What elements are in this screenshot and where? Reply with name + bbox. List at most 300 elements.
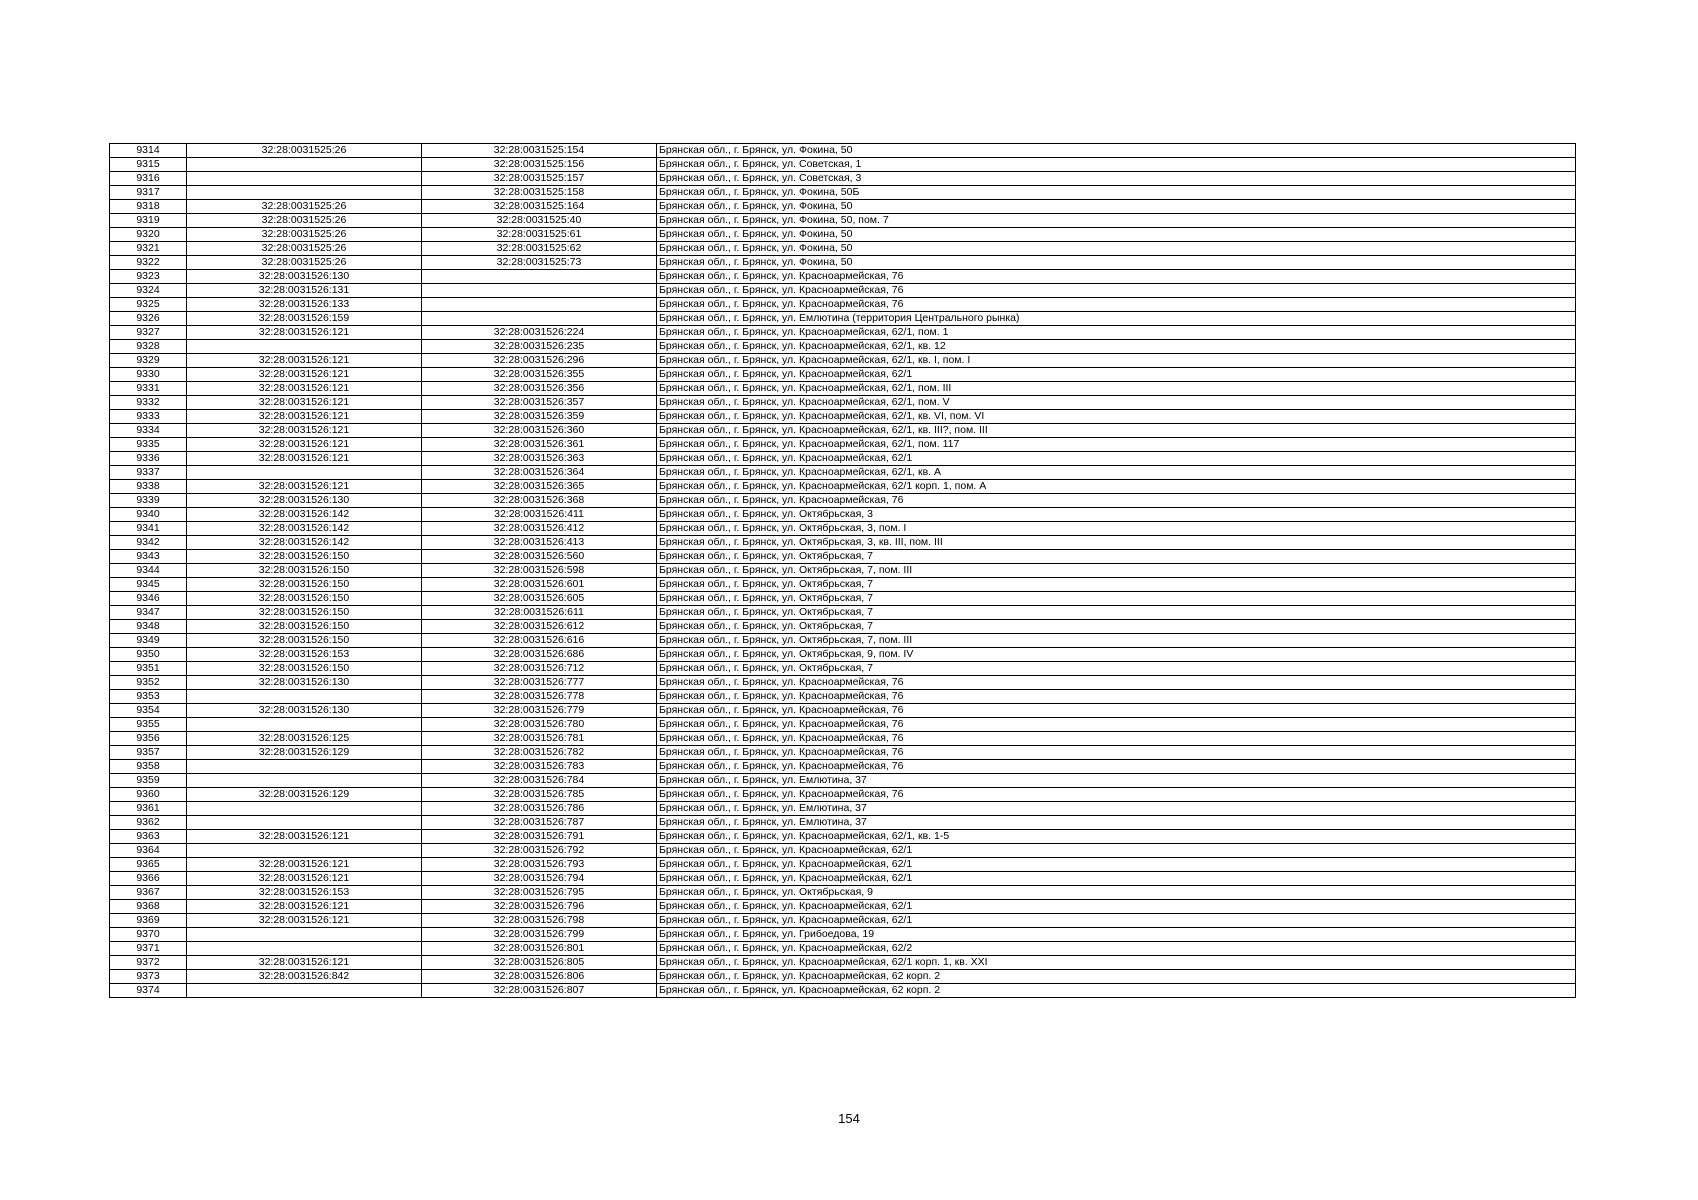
table-row [110,200,1576,214]
table-row [110,620,1576,634]
parent-cadastral-number-cell: 32:28:0031526:142 [187,522,422,536]
cadastral-number-cell: 32:28:0031525:158 [422,186,657,200]
table-row [110,928,1576,942]
parent-cadastral-number-cell: 32:28:0031526:150 [187,634,422,648]
parent-cadastral-number-cell [187,466,422,480]
row-number-cell: 9363 [110,830,187,844]
row-number-cell: 9360 [110,788,187,802]
cadastral-number-cell: 32:28:0031526:783 [422,760,657,774]
address-cell: Брянская обл., г. Брянск, ул. Красноармейская, 62/1, кв. А [657,466,1576,480]
address-cell: Брянская обл., г. Брянск, ул. Красноармейская, 62/1 [657,872,1576,886]
parent-cadastral-number-cell [187,774,422,788]
parent-cadastral-number-cell [187,718,422,732]
row-number-cell: 9356 [110,732,187,746]
cadastral-number-cell: 32:28:0031526:359 [422,410,657,424]
parent-cadastral-number-cell: 32:28:0031525:26 [187,144,422,158]
cadastral-number-cell: 32:28:0031526:784 [422,774,657,788]
row-number-cell: 9349 [110,634,187,648]
row-number-cell: 9328 [110,340,187,354]
cadastral-number-cell [422,298,657,312]
parent-cadastral-number-cell: 32:28:0031526:121 [187,872,422,886]
cadastral-number-cell: 32:28:0031526:785 [422,788,657,802]
table-row [110,578,1576,592]
cadastral-number-cell [422,284,657,298]
table-row [110,634,1576,648]
table-row [110,858,1576,872]
table-row [110,508,1576,522]
address-cell: Брянская обл., г. Брянск, ул. Красноармейская, 62/1 [657,452,1576,466]
parent-cadastral-number-cell [187,690,422,704]
address-cell: Брянская обл., г. Брянск, ул. Красноармейская, 62 корп. 2 [657,984,1576,998]
cadastral-number-cell: 32:28:0031526:786 [422,802,657,816]
table-row [110,760,1576,774]
table-row [110,788,1576,802]
address-cell: Брянская обл., г. Брянск, ул. Красноармейская, 76 [657,704,1576,718]
table-row [110,900,1576,914]
cadastral-number-cell: 32:28:0031526:805 [422,956,657,970]
parent-cadastral-number-cell: 32:28:0031526:150 [187,564,422,578]
table-row [110,662,1576,676]
table-row [110,452,1576,466]
table-row [110,592,1576,606]
address-cell: Брянская обл., г. Брянск, ул. Октябрьская, 3, пом. I [657,522,1576,536]
address-cell: Брянская обл., г. Брянск, ул. Красноармейская, 76 [657,284,1576,298]
cadastral-number-cell: 32:28:0031526:560 [422,550,657,564]
parent-cadastral-number-cell: 32:28:0031526:129 [187,746,422,760]
row-number-cell: 9323 [110,270,187,284]
row-number-cell: 9351 [110,662,187,676]
address-cell: Брянская обл., г. Брянск, ул. Емлютина, 37 [657,774,1576,788]
address-cell: Брянская обл., г. Брянск, ул. Красноармейская, 62/1, пом. 117 [657,438,1576,452]
table-row [110,522,1576,536]
address-cell: Брянская обл., г. Брянск, ул. Фокина, 50 [657,256,1576,270]
address-cell: Брянская обл., г. Брянск, ул. Красноармейская, 62/1 [657,858,1576,872]
parent-cadastral-number-cell: 32:28:0031525:26 [187,228,422,242]
table-row [110,368,1576,382]
row-number-cell: 9353 [110,690,187,704]
parent-cadastral-number-cell [187,928,422,942]
address-cell: Брянская обл., г. Брянск, ул. Красноармейская, 62/1, пом. 1 [657,326,1576,340]
row-number-cell: 9354 [110,704,187,718]
address-cell: Брянская обл., г. Брянск, ул. Грибоедова, 19 [657,928,1576,942]
row-number-cell: 9348 [110,620,187,634]
address-cell: Брянская обл., г. Брянск, ул. Красноармейская, 62 корп. 2 [657,970,1576,984]
row-number-cell: 9330 [110,368,187,382]
cadastral-table [109,143,1576,998]
parent-cadastral-number-cell [187,172,422,186]
address-cell: Брянская обл., г. Брянск, ул. Красноармейская, 76 [657,718,1576,732]
table-row [110,774,1576,788]
parent-cadastral-number-cell: 32:28:0031526:130 [187,494,422,508]
row-number-cell: 9339 [110,494,187,508]
cadastral-number-cell: 32:28:0031526:781 [422,732,657,746]
cadastral-number-cell: 32:28:0031526:778 [422,690,657,704]
cadastral-number-cell: 32:28:0031526:796 [422,900,657,914]
parent-cadastral-number-cell: 32:28:0031526:121 [187,830,422,844]
cadastral-number-cell [422,312,657,326]
parent-cadastral-number-cell: 32:28:0031526:159 [187,312,422,326]
table-row [110,536,1576,550]
parent-cadastral-number-cell [187,760,422,774]
address-cell: Брянская обл., г. Брянск, ул. Красноармейская, 62/1 корп. 1, пом. А [657,480,1576,494]
parent-cadastral-number-cell: 32:28:0031526:150 [187,578,422,592]
cadastral-number-cell: 32:28:0031526:605 [422,592,657,606]
cadastral-number-cell: 32:28:0031526:616 [422,634,657,648]
table-row [110,984,1576,998]
row-number-cell: 9352 [110,676,187,690]
cadastral-number-cell: 32:28:0031526:598 [422,564,657,578]
cadastral-number-cell: 32:28:0031525:61 [422,228,657,242]
row-number-cell: 9341 [110,522,187,536]
parent-cadastral-number-cell: 32:28:0031526:121 [187,354,422,368]
table-row [110,284,1576,298]
row-number-cell: 9338 [110,480,187,494]
parent-cadastral-number-cell [187,816,422,830]
cadastral-number-cell: 32:28:0031525:62 [422,242,657,256]
address-cell: Брянская обл., г. Брянск, ул. Октябрьская, 3, кв. III, пом. III [657,536,1576,550]
row-number-cell: 9361 [110,802,187,816]
table-row [110,830,1576,844]
parent-cadastral-number-cell: 32:28:0031526:150 [187,620,422,634]
address-cell: Брянская обл., г. Брянск, ул. Красноармейская, 62/1, пом. V [657,396,1576,410]
cadastral-number-cell: 32:28:0031526:235 [422,340,657,354]
address-cell: Брянская обл., г. Брянск, ул. Октябрьская, 7, пом. III [657,564,1576,578]
row-number-cell: 9355 [110,718,187,732]
row-number-cell: 9326 [110,312,187,326]
row-number-cell: 9315 [110,158,187,172]
parent-cadastral-number-cell: 32:28:0031526:129 [187,788,422,802]
cadastral-number-cell: 32:28:0031525:73 [422,256,657,270]
table-row [110,186,1576,200]
parent-cadastral-number-cell: 32:28:0031526:121 [187,956,422,970]
address-cell: Брянская обл., г. Брянск, ул. Октябрьская, 9 [657,886,1576,900]
table-row [110,410,1576,424]
cadastral-number-cell: 32:28:0031526:686 [422,648,657,662]
cadastral-number-cell [422,270,657,284]
parent-cadastral-number-cell: 32:28:0031526:125 [187,732,422,746]
parent-cadastral-number-cell: 32:28:0031526:142 [187,536,422,550]
table-row [110,214,1576,228]
cadastral-number-cell: 32:28:0031525:157 [422,172,657,186]
row-number-cell: 9373 [110,970,187,984]
parent-cadastral-number-cell: 32:28:0031526:121 [187,396,422,410]
cadastral-number-cell: 32:28:0031526:363 [422,452,657,466]
table-row [110,298,1576,312]
address-cell: Брянская обл., г. Брянск, ул. Советская, 3 [657,172,1576,186]
table-row [110,438,1576,452]
table-row [110,494,1576,508]
parent-cadastral-number-cell: 32:28:0031526:142 [187,508,422,522]
parent-cadastral-number-cell: 32:28:0031526:842 [187,970,422,984]
parent-cadastral-number-cell: 32:28:0031526:133 [187,298,422,312]
table-row [110,172,1576,186]
row-number-cell: 9367 [110,886,187,900]
address-cell: Брянская обл., г. Брянск, ул. Красноармейская, 62/1, кв. 12 [657,340,1576,354]
address-cell: Брянская обл., г. Брянск, ул. Красноармейская, 62/1 [657,368,1576,382]
table-row [110,270,1576,284]
parent-cadastral-number-cell: 32:28:0031526:121 [187,368,422,382]
cadastral-number-cell: 32:28:0031526:411 [422,508,657,522]
parent-cadastral-number-cell: 32:28:0031526:150 [187,662,422,676]
cadastral-number-cell: 32:28:0031525:164 [422,200,657,214]
row-number-cell: 9321 [110,242,187,256]
parent-cadastral-number-cell: 32:28:0031526:130 [187,676,422,690]
address-cell: Брянская обл., г. Брянск, ул. Красноармейская, 76 [657,732,1576,746]
address-cell: Брянская обл., г. Брянск, ул. Красноармейская, 62/1, кв. VI, пом. VI [657,410,1576,424]
address-cell: Брянская обл., г. Брянск, ул. Красноармейская, 76 [657,746,1576,760]
row-number-cell: 9345 [110,578,187,592]
parent-cadastral-number-cell: 32:28:0031526:150 [187,592,422,606]
address-cell: Брянская обл., г. Брянск, ул. Октябрьская, 7, пом. III [657,634,1576,648]
cadastral-number-cell: 32:28:0031526:356 [422,382,657,396]
cadastral-number-cell: 32:28:0031526:612 [422,620,657,634]
parent-cadastral-number-cell [187,844,422,858]
address-cell: Брянская обл., г. Брянск, ул. Фокина, 50Б [657,186,1576,200]
parent-cadastral-number-cell [187,340,422,354]
address-cell: Брянская обл., г. Брянск, ул. Красноармейская, 62/1 [657,914,1576,928]
row-number-cell: 9334 [110,424,187,438]
parent-cadastral-number-cell: 32:28:0031526:150 [187,550,422,564]
parent-cadastral-number-cell [187,984,422,998]
parent-cadastral-number-cell: 32:28:0031526:121 [187,914,422,928]
row-number-cell: 9374 [110,984,187,998]
row-number-cell: 9324 [110,284,187,298]
row-number-cell: 9357 [110,746,187,760]
row-number-cell: 9371 [110,942,187,956]
table-row [110,396,1576,410]
address-cell: Брянская обл., г. Брянск, ул. Октябрьская, 7 [657,606,1576,620]
table-row [110,802,1576,816]
cadastral-number-cell: 32:28:0031526:782 [422,746,657,760]
row-number-cell: 9320 [110,228,187,242]
table-row [110,326,1576,340]
row-number-cell: 9322 [110,256,187,270]
parent-cadastral-number-cell [187,158,422,172]
row-number-cell: 9369 [110,914,187,928]
table-row [110,914,1576,928]
row-number-cell: 9318 [110,200,187,214]
cadastral-number-cell: 32:28:0031526:806 [422,970,657,984]
row-number-cell: 9350 [110,648,187,662]
row-number-cell: 9347 [110,606,187,620]
address-cell: Брянская обл., г. Брянск, ул. Фокина, 50 [657,200,1576,214]
cadastral-number-cell: 32:28:0031526:611 [422,606,657,620]
row-number-cell: 9362 [110,816,187,830]
parent-cadastral-number-cell: 32:28:0031526:121 [187,858,422,872]
table-row [110,746,1576,760]
table-row [110,228,1576,242]
table-row [110,424,1576,438]
cadastral-number-cell: 32:28:0031526:801 [422,942,657,956]
cadastral-number-cell: 32:28:0031526:368 [422,494,657,508]
address-cell: Брянская обл., г. Брянск, ул. Октябрьская, 7 [657,578,1576,592]
row-number-cell: 9359 [110,774,187,788]
table-row [110,242,1576,256]
address-cell: Брянская обл., г. Брянск, ул. Емлютина (территория Центрального рынка) [657,312,1576,326]
table-row [110,844,1576,858]
cadastral-number-cell: 32:28:0031526:413 [422,536,657,550]
address-cell: Брянская обл., г. Брянск, ул. Фокина, 50 [657,242,1576,256]
address-cell: Брянская обл., г. Брянск, ул. Октябрьская, 9, пом. IV [657,648,1576,662]
address-cell: Брянская обл., г. Брянск, ул. Советская, 1 [657,158,1576,172]
row-number-cell: 9358 [110,760,187,774]
row-number-cell: 9336 [110,452,187,466]
cadastral-number-cell: 32:28:0031526:412 [422,522,657,536]
parent-cadastral-number-cell: 32:28:0031526:121 [187,480,422,494]
table-row [110,816,1576,830]
parent-cadastral-number-cell [187,942,422,956]
cadastral-number-cell: 32:28:0031526:357 [422,396,657,410]
address-cell: Брянская обл., г. Брянск, ул. Фокина, 50 [657,228,1576,242]
table-row [110,956,1576,970]
parent-cadastral-number-cell: 32:28:0031526:153 [187,648,422,662]
table-row [110,158,1576,172]
row-number-cell: 9342 [110,536,187,550]
row-number-cell: 9327 [110,326,187,340]
address-cell: Брянская обл., г. Брянск, ул. Красноармейская, 62/1, кв. III?, пом. III [657,424,1576,438]
parent-cadastral-number-cell: 32:28:0031526:121 [187,382,422,396]
cadastral-number-cell: 32:28:0031526:360 [422,424,657,438]
table-row [110,676,1576,690]
page-number: 154 [838,1111,860,1126]
row-number-cell: 9364 [110,844,187,858]
row-number-cell: 9325 [110,298,187,312]
parent-cadastral-number-cell: 32:28:0031525:26 [187,214,422,228]
row-number-cell: 9333 [110,410,187,424]
table-row [110,970,1576,984]
row-number-cell: 9366 [110,872,187,886]
row-number-cell: 9329 [110,354,187,368]
table-row [110,648,1576,662]
parent-cadastral-number-cell: 32:28:0031526:130 [187,704,422,718]
parent-cadastral-number-cell: 32:28:0031525:26 [187,200,422,214]
address-cell: Брянская обл., г. Брянск, ул. Октябрьская, 7 [657,592,1576,606]
row-number-cell: 9316 [110,172,187,186]
row-number-cell: 9372 [110,956,187,970]
table-row [110,942,1576,956]
address-cell: Брянская обл., г. Брянск, ул. Емлютина, 37 [657,802,1576,816]
address-cell: Брянская обл., г. Брянск, ул. Красноармейская, 62/1, пом. III [657,382,1576,396]
cadastral-number-cell: 32:28:0031526:777 [422,676,657,690]
cadastral-number-cell: 32:28:0031525:156 [422,158,657,172]
table-row [110,732,1576,746]
row-number-cell: 9331 [110,382,187,396]
row-number-cell: 9314 [110,144,187,158]
cadastral-number-cell: 32:28:0031526:794 [422,872,657,886]
parent-cadastral-number-cell [187,186,422,200]
address-cell: Брянская обл., г. Брянск, ул. Емлютина, 37 [657,816,1576,830]
cadastral-number-cell: 32:28:0031526:793 [422,858,657,872]
address-cell: Брянская обл., г. Брянск, ул. Красноармейская, 62/2 [657,942,1576,956]
row-number-cell: 9346 [110,592,187,606]
cadastral-number-cell: 32:28:0031525:40 [422,214,657,228]
cadastral-number-cell: 32:28:0031526:355 [422,368,657,382]
address-cell: Брянская обл., г. Брянск, ул. Красноармейская, 76 [657,298,1576,312]
address-cell: Брянская обл., г. Брянск, ул. Фокина, 50, пом. 7 [657,214,1576,228]
row-number-cell: 9332 [110,396,187,410]
cadastral-number-cell: 32:28:0031526:224 [422,326,657,340]
row-number-cell: 9317 [110,186,187,200]
table-row [110,564,1576,578]
row-number-cell: 9319 [110,214,187,228]
table-row [110,886,1576,900]
cadastral-number-cell: 32:28:0031526:361 [422,438,657,452]
parent-cadastral-number-cell: 32:28:0031526:130 [187,270,422,284]
table-row [110,690,1576,704]
cadastral-number-cell: 32:28:0031526:364 [422,466,657,480]
row-number-cell: 9340 [110,508,187,522]
parent-cadastral-number-cell: 32:28:0031526:121 [187,900,422,914]
table-row [110,312,1576,326]
cadastral-number-cell: 32:28:0031526:601 [422,578,657,592]
parent-cadastral-number-cell: 32:28:0031525:26 [187,256,422,270]
address-cell: Брянская обл., г. Брянск, ул. Октябрьская, 7 [657,550,1576,564]
parent-cadastral-number-cell: 32:28:0031526:121 [187,326,422,340]
cadastral-number-cell: 32:28:0031526:792 [422,844,657,858]
cadastral-number-cell: 32:28:0031526:779 [422,704,657,718]
address-cell: Брянская обл., г. Брянск, ул. Красноармейская, 76 [657,676,1576,690]
table-row [110,480,1576,494]
table-row [110,144,1576,158]
address-cell: Брянская обл., г. Брянск, ул. Красноармейская, 62/1, кв. 1-5 [657,830,1576,844]
address-cell: Брянская обл., г. Брянск, ул. Октябрьская, 7 [657,662,1576,676]
table-row [110,606,1576,620]
table-row [110,550,1576,564]
address-cell: Брянская обл., г. Брянск, ул. Красноармейская, 76 [657,760,1576,774]
cadastral-number-cell: 32:28:0031526:798 [422,914,657,928]
cadastral-number-cell: 32:28:0031526:807 [422,984,657,998]
cadastral-number-cell: 32:28:0031526:780 [422,718,657,732]
parent-cadastral-number-cell: 32:28:0031526:121 [187,438,422,452]
parent-cadastral-number-cell: 32:28:0031526:153 [187,886,422,900]
row-number-cell: 9368 [110,900,187,914]
cadastral-number-cell: 32:28:0031526:296 [422,354,657,368]
address-cell: Брянская обл., г. Брянск, ул. Красноармейская, 62/1 [657,844,1576,858]
address-cell: Брянская обл., г. Брянск, ул. Красноармейская, 62/1 [657,900,1576,914]
address-cell: Брянская обл., г. Брянск, ул. Октябрьская, 7 [657,620,1576,634]
parent-cadastral-number-cell: 32:28:0031526:150 [187,606,422,620]
parent-cadastral-number-cell: 32:28:0031526:131 [187,284,422,298]
row-number-cell: 9365 [110,858,187,872]
table-row [110,872,1576,886]
address-cell: Брянская обл., г. Брянск, ул. Красноармейская, 76 [657,494,1576,508]
table-row [110,718,1576,732]
parent-cadastral-number-cell: 32:28:0031525:26 [187,242,422,256]
table-row [110,466,1576,480]
cadastral-number-cell: 32:28:0031526:795 [422,886,657,900]
address-cell: Брянская обл., г. Брянск, ул. Октябрьская, 3 [657,508,1576,522]
table-row [110,382,1576,396]
address-cell: Брянская обл., г. Брянск, ул. Красноармейская, 62/1 корп. 1, кв. XXI [657,956,1576,970]
cadastral-number-cell: 32:28:0031526:712 [422,662,657,676]
row-number-cell: 9370 [110,928,187,942]
row-number-cell: 9337 [110,466,187,480]
address-cell: Брянская обл., г. Брянск, ул. Красноармейская, 76 [657,270,1576,284]
address-cell: Брянская обл., г. Брянск, ул. Красноармейская, 76 [657,690,1576,704]
table-body [110,144,1576,998]
table-row [110,704,1576,718]
row-number-cell: 9343 [110,550,187,564]
parent-cadastral-number-cell: 32:28:0031526:121 [187,452,422,466]
parent-cadastral-number-cell: 32:28:0031526:121 [187,410,422,424]
cadastral-number-cell: 32:28:0031526:787 [422,816,657,830]
cadastral-number-cell: 32:28:0031526:365 [422,480,657,494]
row-number-cell: 9344 [110,564,187,578]
table-row [110,340,1576,354]
address-cell: Брянская обл., г. Брянск, ул. Фокина, 50 [657,144,1576,158]
cadastral-number-cell: 32:28:0031526:799 [422,928,657,942]
cadastral-number-cell: 32:28:0031525:154 [422,144,657,158]
